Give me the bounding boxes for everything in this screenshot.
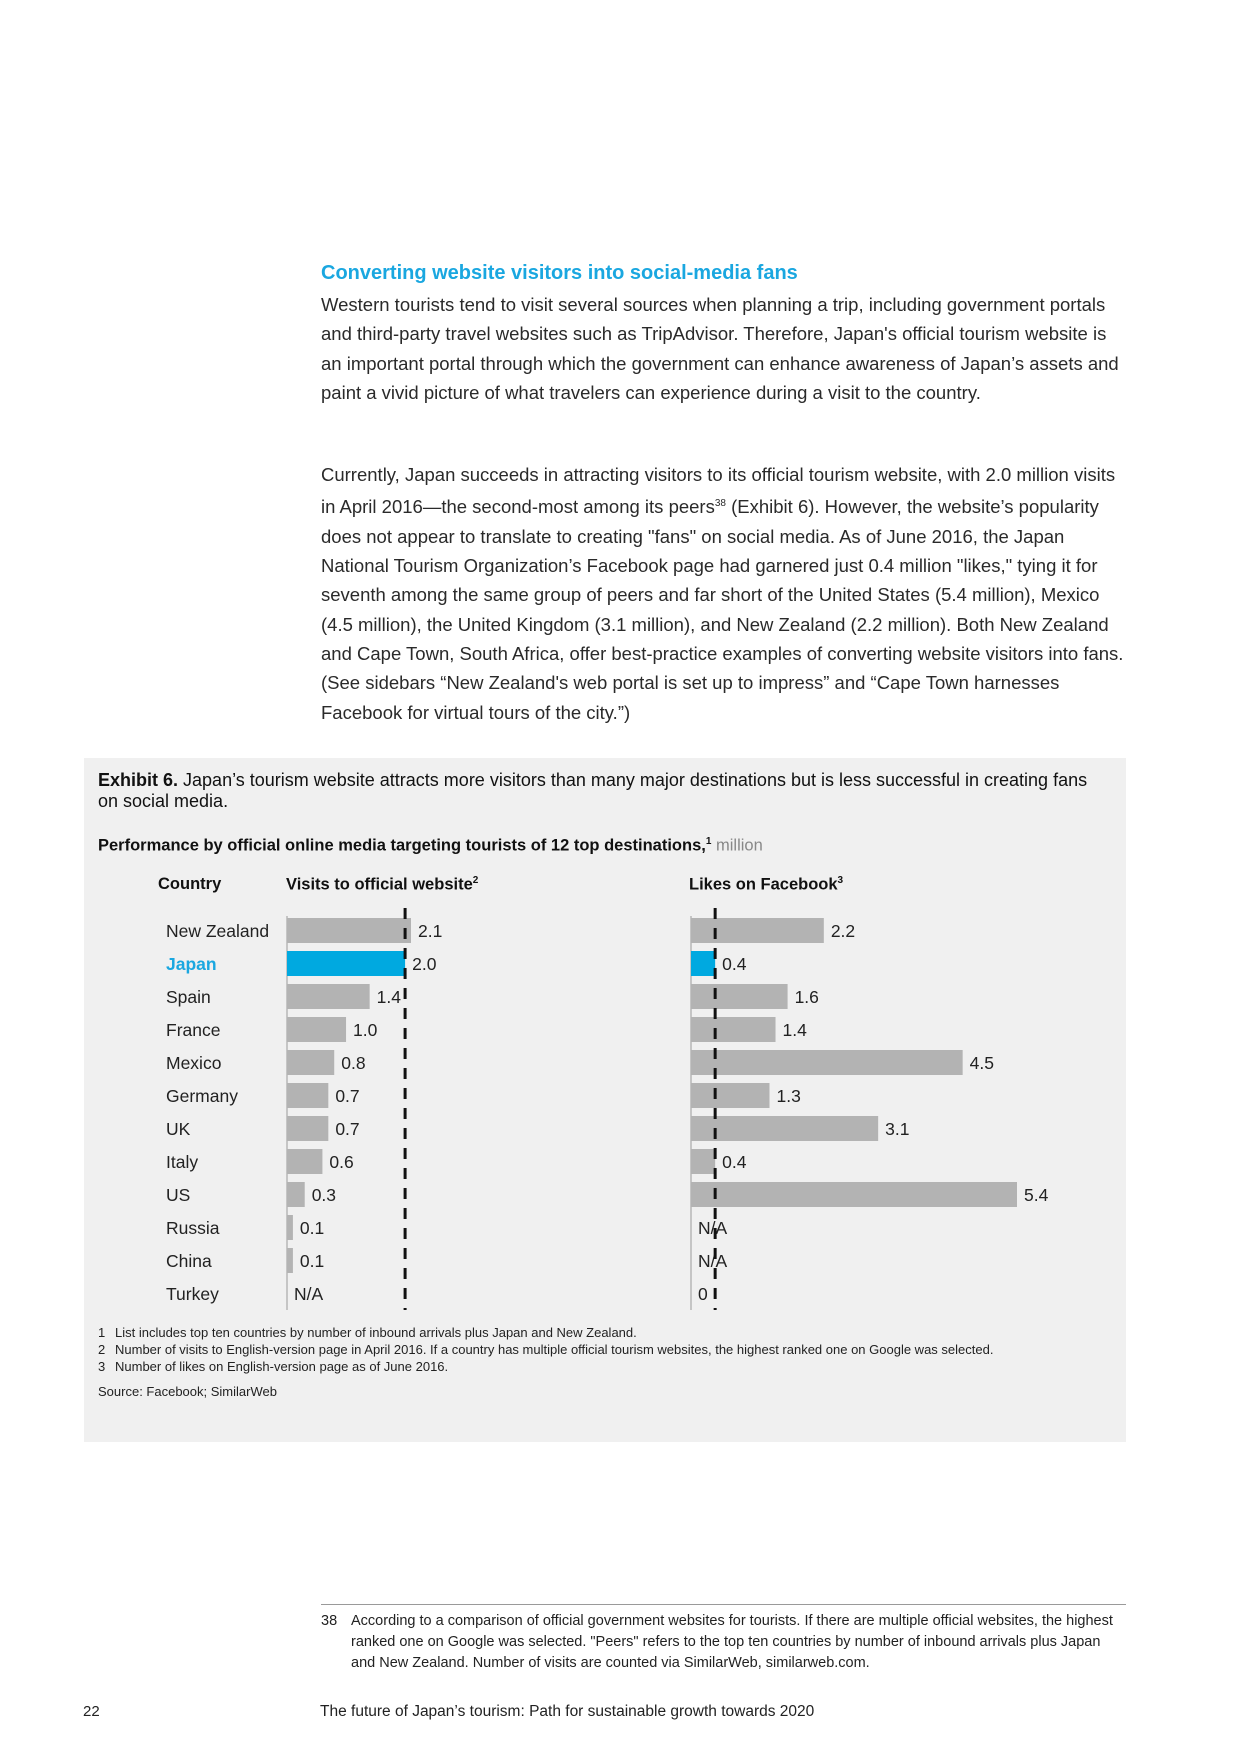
exhibit-6 bbox=[84, 758, 1126, 1442]
country-column-header: Country bbox=[158, 875, 222, 893]
paragraph-text: (Exhibit 6). However, the website’s popularity does not appear to translate to creating "fans" on social media. As of June 2016, the Japan National Tourism Organization’s Facebook page had garnered just 0.4 million "likes," tying it for seventh among the same group of peers and far short of the United States (5.4 million), Mexico (4.5 million), the United Kingdom (3.1 million), and New Zealand (2.2 million). Both New Zealand and Cape Town, South Africa, offer best-practice examples of converting website visitors into fans. (See sidebars “New Zealand's web portal is set up to impress” and “Cape Town harnesses Facebook for virtual tours of the city.”) bbox=[321, 496, 1124, 723]
likes-bar-japan bbox=[691, 951, 715, 976]
visits-value-label-china: 0.1 bbox=[299, 1251, 325, 1271]
visits-value-label-turkey: N/A bbox=[294, 1284, 324, 1304]
page-number: 22 bbox=[83, 1703, 100, 1720]
country-label-new-zealand: New Zealand bbox=[166, 921, 270, 941]
visits-value-label-us: 0.3 bbox=[311, 1185, 337, 1205]
visits-bar-russia bbox=[287, 1215, 293, 1240]
likes-value-label-spain: 1.6 bbox=[794, 987, 819, 1007]
note-text: List includes top ten countries by number of inbound arrivals plus Japan and New Zealand. bbox=[115, 1325, 637, 1340]
likes-value-label-new-zealand: 2.2 bbox=[830, 921, 856, 941]
visits-header-text: Visits to official website bbox=[286, 875, 473, 894]
likes-bar-france bbox=[691, 1017, 776, 1042]
subtitle-text: Performance by official online media targeting tourists of 12 top destinations, bbox=[98, 836, 706, 855]
visits-value-label-uk: 0.7 bbox=[335, 1119, 360, 1139]
subtitle-sup: 1 bbox=[705, 836, 712, 847]
source-line: Source: Facebook; SimilarWeb bbox=[98, 1384, 277, 1399]
visits-bar-italy bbox=[287, 1149, 322, 1174]
visits-header-sup: 2 bbox=[472, 875, 479, 886]
note-number: 1 bbox=[98, 1325, 106, 1340]
visits-value-label-japan: 2.0 bbox=[412, 954, 437, 974]
country-label-mexico: Mexico bbox=[166, 1053, 222, 1073]
likes-value-label-russia: N/A bbox=[698, 1218, 728, 1238]
visits-value-label-germany: 0.7 bbox=[335, 1086, 360, 1106]
footnote-ref: 38 bbox=[714, 498, 726, 510]
note-1 bbox=[98, 1324, 1038, 1341]
visits-bar-us bbox=[287, 1182, 305, 1207]
likes-header-text: Likes on Facebook bbox=[689, 875, 838, 894]
note-number: 2 bbox=[98, 1342, 106, 1357]
country-label-turkey: Turkey bbox=[166, 1284, 219, 1304]
visits-value-label-russia: 0.1 bbox=[299, 1218, 325, 1238]
visits-value-label-new-zealand: 2.1 bbox=[418, 921, 443, 941]
country-label-italy: Italy bbox=[166, 1152, 199, 1172]
likes-bar-us bbox=[691, 1182, 1017, 1207]
bar-chart bbox=[84, 758, 1126, 1318]
unit-label: million bbox=[716, 836, 763, 855]
visits-bar-germany bbox=[287, 1083, 328, 1108]
note-number: 3 bbox=[98, 1359, 106, 1374]
section-title: Converting website visitors into social-media fans bbox=[321, 262, 798, 284]
country-label-china: China bbox=[166, 1251, 212, 1271]
likes-header-sup: 3 bbox=[837, 875, 844, 886]
likes-value-label-germany: 1.3 bbox=[776, 1086, 801, 1106]
visits-value-label-spain: 1.4 bbox=[376, 987, 401, 1007]
likes-value-label-turkey: 0 bbox=[698, 1284, 708, 1304]
likes-value-label-japan: 0.4 bbox=[722, 954, 747, 974]
footnote-text: According to a comparison of official government websites for tourists. If there are multiple official websites, the highest ranked one on Google was selected. "Peers" refers to the top ten countries by number of inbound arrivals plus Japan and New Zealand. Number of visits are counted via SimilarWeb, similarweb.com. bbox=[351, 1613, 1113, 1671]
country-label-uk: UK bbox=[166, 1119, 191, 1139]
likes-value-label-uk: 3.1 bbox=[885, 1119, 910, 1139]
note-3 bbox=[98, 1358, 1038, 1375]
visits-bar-new-zealand bbox=[287, 918, 411, 943]
exhibit-notes bbox=[98, 1324, 1038, 1400]
note-2 bbox=[98, 1341, 1038, 1358]
likes-bar-mexico bbox=[691, 1050, 963, 1075]
body-paragraph: Western tourists tend to visit several sources when planning a trip, including government portals and third-party travel websites such as TripAdvisor. Therefore, Japan's official tourism website is an important portal through which the government can enhance awareness of Japan’s assets and paint a vivid picture of what travelers can experience during a visit to the country. bbox=[321, 294, 1119, 403]
likes-bar-germany bbox=[691, 1083, 769, 1108]
likes-value-label-france: 1.4 bbox=[782, 1020, 807, 1040]
likes-value-label-italy: 0.4 bbox=[722, 1152, 747, 1172]
visits-bar-mexico bbox=[287, 1050, 334, 1075]
visits-bar-uk bbox=[287, 1116, 328, 1141]
running-title: The future of Japan’s tourism: Path for sustainable growth towards 2020 bbox=[320, 1703, 815, 1720]
body-paragraph bbox=[321, 460, 1126, 727]
likes-value-label-china: N/A bbox=[698, 1251, 728, 1271]
likes-value-label-mexico: 4.5 bbox=[969, 1053, 994, 1073]
footnote-divider bbox=[321, 1604, 1126, 1605]
likes-bar-uk bbox=[691, 1116, 878, 1141]
paragraph-text: Currently, Japan succeeds in attracting visitors to its official tourism website, with 2.0 million visits in April 2016—the second-most among its peers bbox=[321, 464, 1116, 518]
visits-bar-spain bbox=[287, 984, 370, 1009]
likes-bar-italy bbox=[691, 1149, 715, 1174]
country-label-france: France bbox=[166, 1020, 221, 1040]
footnote-38 bbox=[321, 1611, 1126, 1674]
country-label-japan: Japan bbox=[166, 954, 217, 974]
footnote-number: 38 bbox=[321, 1613, 338, 1629]
visits-bar-france bbox=[287, 1017, 346, 1042]
country-label-russia: Russia bbox=[166, 1218, 220, 1238]
exhibit-title-text: Japan’s tourism website attracts more visitors than many major destinations but is less successful in creating fans on social media. bbox=[98, 770, 1088, 811]
likes-value-label-us: 5.4 bbox=[1024, 1185, 1049, 1205]
visits-value-label-italy: 0.6 bbox=[329, 1152, 354, 1172]
country-label-spain: Spain bbox=[166, 987, 211, 1007]
exhibit-label: Exhibit 6. bbox=[98, 770, 179, 790]
visits-bar-china bbox=[287, 1248, 293, 1273]
visits-bar-japan bbox=[287, 951, 405, 976]
visits-value-label-france: 1.0 bbox=[353, 1020, 378, 1040]
note-text: Number of likes on English-version page as of June 2016. bbox=[115, 1359, 449, 1374]
note-text: Number of visits to English-version page in April 2016. If a country has multiple official tourism websites, the highest ranked one on Google was selected. bbox=[115, 1342, 994, 1357]
likes-bar-new-zealand bbox=[691, 918, 824, 943]
visits-value-label-mexico: 0.8 bbox=[341, 1053, 366, 1073]
country-label-germany: Germany bbox=[166, 1086, 238, 1106]
likes-bar-spain bbox=[691, 984, 788, 1009]
country-label-us: US bbox=[166, 1185, 191, 1205]
